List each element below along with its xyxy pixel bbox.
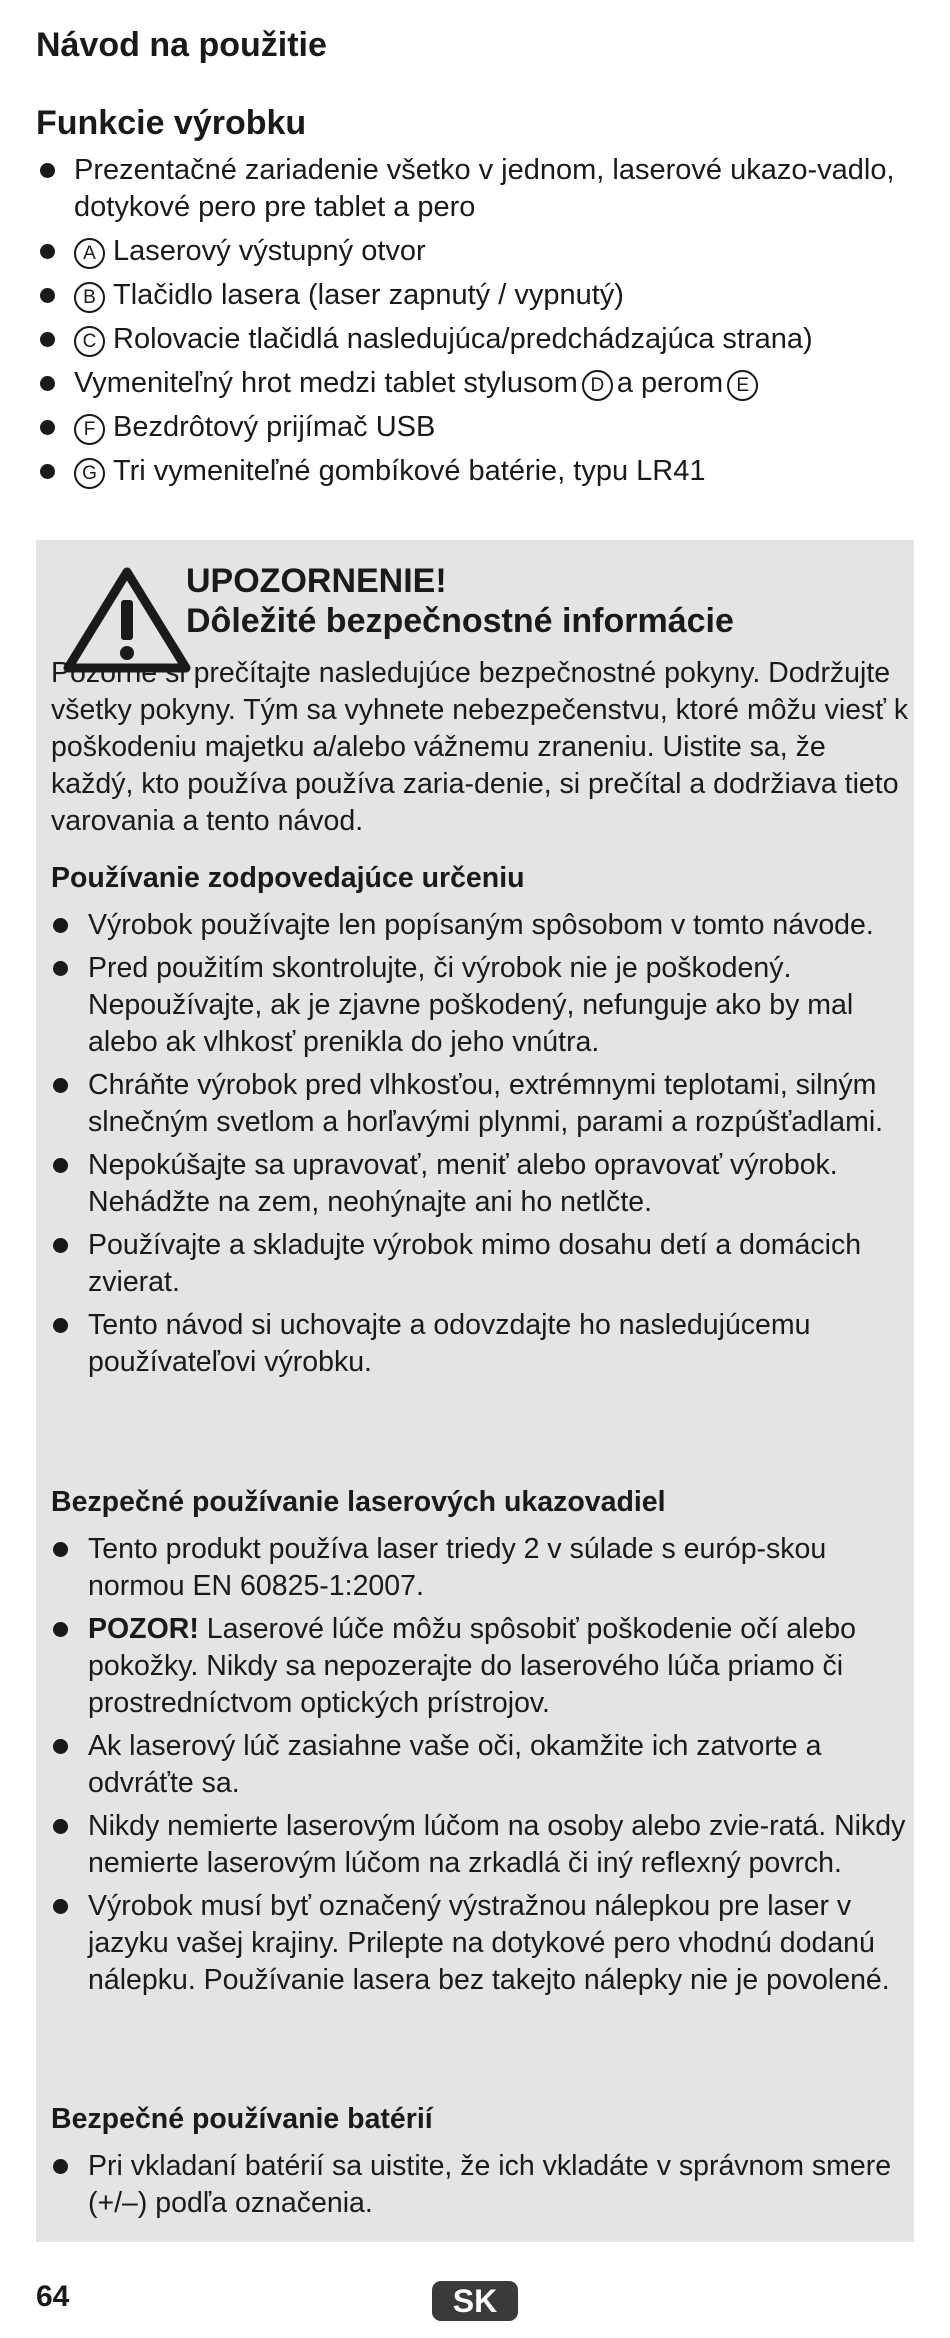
- page-title: Návod na použitie: [36, 26, 327, 64]
- bullet-icon: [40, 464, 55, 479]
- circled-letter-d-icon: D: [582, 370, 613, 401]
- circled-letter-c-icon: C: [74, 326, 105, 357]
- bullet-icon: [40, 420, 55, 435]
- list-item: Nepokúšajte sa upravovať, meniť alebo opravovať výrobok. Nehádžte na zem, neohýnajte ani ho netlčte.: [51, 1147, 909, 1221]
- warning-subheading: Dôležité bezpečnostné informácie: [186, 602, 734, 640]
- bullet-icon: [53, 918, 68, 933]
- list-item: POZOR! Laserové lúče môžu spôsobiť poškodenie očí alebo pokožky. Nikdy sa nepozerajte do laserového lúča priamo či prostredníctvom optických prístrojov.: [51, 1611, 909, 1722]
- features-list: [36, 152, 916, 497]
- list-item: Ak laserový lúč zasiahne vaše oči, okamžite ich zatvorte a odvráťte sa.: [51, 1728, 909, 1802]
- list-item: Chráňte výrobok pred vlhkosťou, extrémnymi teplotami, silným slnečným svetlom a horľavými plynmi, parami a rozpúšťadlami.: [51, 1067, 909, 1141]
- section-heading-laser-safety: Bezpečné používanie laserových ukazovadiel: [51, 1486, 666, 1518]
- bullet-icon: [53, 1899, 68, 1914]
- list-item: Výrobok používajte len popísaným spôsobom v tomto návode.: [51, 907, 909, 944]
- circled-letter-f-icon: F: [74, 414, 105, 445]
- bullet-icon: [53, 961, 68, 976]
- feature-item: B Tlačidlo lasera (laser zapnutý / vypnutý): [36, 277, 916, 314]
- circled-letter-a-icon: A: [74, 238, 105, 269]
- feature-item: Vymeniteľný hrot medzi tablet stylusom D a perom E: [36, 365, 916, 402]
- bullet-icon: [53, 1238, 68, 1253]
- section-heading-intended-use: Používanie zodpovedajúce určeniu: [51, 862, 525, 894]
- language-badge: SK: [432, 2281, 518, 2321]
- bullet-icon: [53, 1542, 68, 1557]
- bullet-icon: [53, 1078, 68, 1093]
- feature-item: A Laserový výstupný otvor: [36, 233, 916, 270]
- warning-intro: Pozorne si prečítajte nasledujúce bezpečnostné pokyny. Dodržujte všetky pokyny. Tým sa vyhnete nebezpečenstvu, ktoré môžu viesť k poškodeniu majetku a/alebo vážnemu zraneniu. Uistite sa, že každý, kto používa používa zaria-denie, si prečítal a dodržiava tieto varovania a tento návod.: [51, 657, 909, 837]
- list-item: Tento návod si uchovajte a odovzdajte ho nasledujúcemu používateľovi výrobku.: [51, 1307, 909, 1381]
- list-item: Pred použitím skontrolujte, či výrobok nie je poškodený. Nepoužívajte, ak je zjavne poškodený, nefunguje ako by mal alebo ak vlhkosť prenikla do jeho vnútra.: [51, 950, 909, 1061]
- list-item: Výrobok musí byť označený výstražnou nálepkou pre laser v jazyku vašej krajiny. Prilepte na dotykové pero vhodnú dodanú nálepku. Používanie lasera bez takejto nálepky nie je povolené.: [51, 1888, 909, 1999]
- laser-safety-list: [51, 1531, 909, 2005]
- features-title: Funkcie výrobku: [36, 104, 307, 142]
- bullet-icon: [53, 1318, 68, 1333]
- bullet-icon: [53, 2159, 68, 2174]
- feature-item: F Bezdrôtový prijímač USB: [36, 409, 916, 446]
- bullet-icon: [53, 1819, 68, 1834]
- feature-item: C Rolovacie tlačidlá nasledujúca/predchádzajúca strana): [36, 321, 916, 358]
- feature-item: Prezentačné zariadenie všetko v jednom, laserové ukazo-vadlo, dotykové pero pre tablet a pero: [36, 152, 916, 226]
- circled-letter-b-icon: B: [74, 282, 105, 313]
- list-item: Nikdy nemierte laserovým lúčom na osoby alebo zvie-ratá. Nikdy nemierte laserovým lúčom na zrkadlá či iný reflexný povrch.: [51, 1808, 909, 1882]
- section-heading-battery-safety: Bezpečné používanie batérií: [51, 2103, 433, 2135]
- bullet-icon: [40, 244, 55, 259]
- list-item: Pri vkladaní batérií sa uistite, že ich vkladáte v správnom smere (+/–) podľa označenia.: [51, 2148, 909, 2222]
- circled-letter-g-icon: G: [74, 458, 105, 489]
- bullet-icon: [53, 1622, 68, 1637]
- warning-heading: UPOZORNENIE!: [186, 562, 447, 600]
- bullet-icon: [40, 163, 55, 178]
- bullet-icon: [53, 1739, 68, 1754]
- bullet-icon: [40, 376, 55, 391]
- safety-warning-box: [36, 540, 914, 2242]
- bullet-icon: [40, 332, 55, 347]
- intended-use-list: [51, 907, 909, 1387]
- feature-item: G Tri vymeniteľné gombíkové batérie, typu LR41: [36, 453, 916, 490]
- list-item: Tento produkt používa laser triedy 2 v súlade s európ-skou normou EN 60825-1:2007.: [51, 1531, 909, 1605]
- battery-safety-list: [51, 2148, 909, 2228]
- bullet-icon: [40, 288, 55, 303]
- bullet-icon: [53, 1158, 68, 1173]
- page-number: 64: [36, 2280, 70, 2313]
- caution-label: POZOR!: [88, 1613, 199, 1645]
- circled-letter-e-icon: E: [727, 370, 758, 401]
- list-item: Používajte a skladujte výrobok mimo dosahu detí a domácich zvierat.: [51, 1227, 909, 1301]
